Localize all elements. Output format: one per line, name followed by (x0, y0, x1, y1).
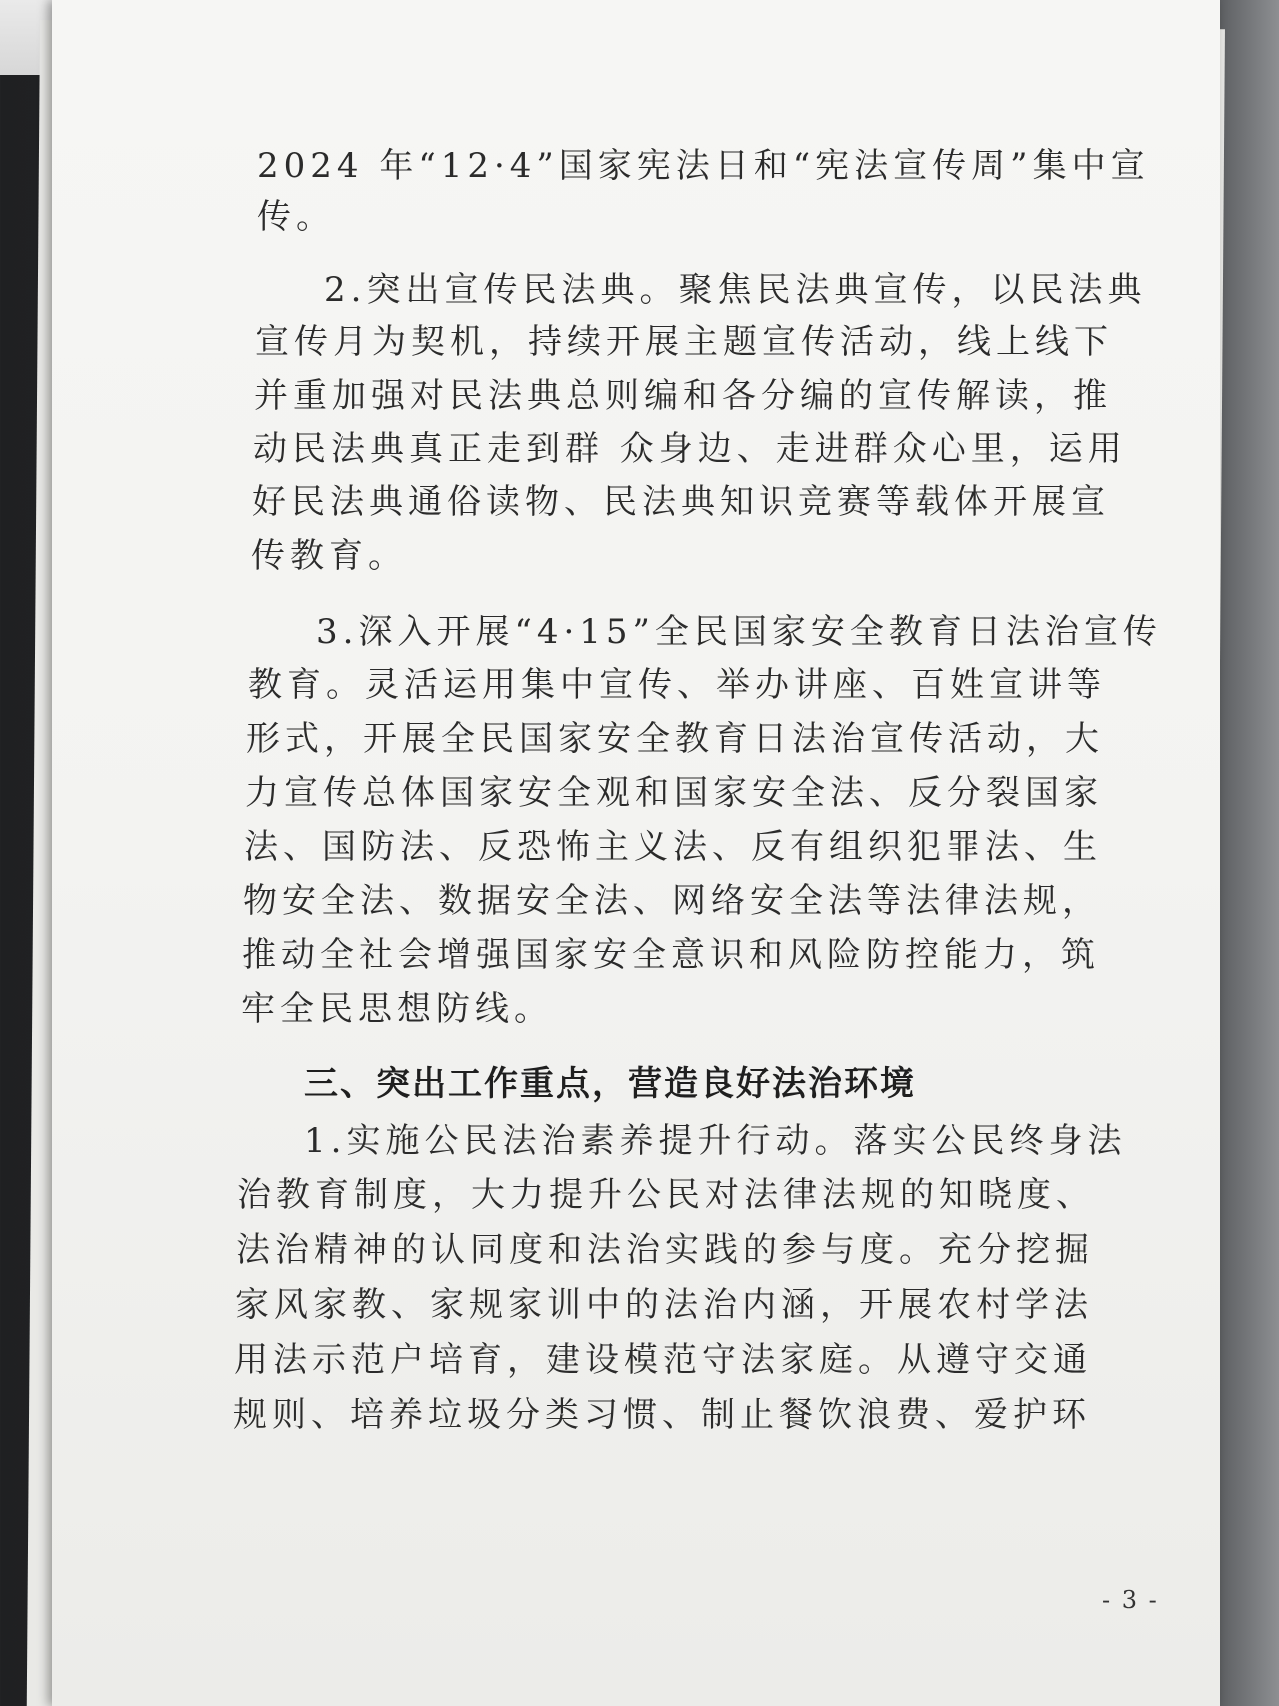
text-line-22: 用法示范户培育，建设模范守法家庭。从遵守交通 (234, 1340, 1092, 1380)
text-line-3: 2.突出宣传民法典。聚焦民法典宣传，以民法典 (324, 270, 1147, 310)
text-line-4: 宣传月为契机，持续开展主题宣传活动，线上线下 (255, 322, 1113, 362)
text-line-6: 动民法典真正走到群 众身边、走进群众心里，运用 (253, 429, 1127, 469)
text-line-12: 力宣传总体国家安全观和国家安全法、反分裂国家 (245, 773, 1103, 813)
section-heading: 三、突出工作重点，营造良好法治环境 (304, 1064, 916, 1104)
text-line-7: 好民法典通俗读物、民法典知识竞赛等载体开展宣 (252, 482, 1110, 522)
text-line-18: 1.实施公民法治素养提升行动。落实公民终身法 (304, 1121, 1127, 1161)
text-line-11: 形式，开展全民国家安全教育日法治宣传活动，大 (246, 719, 1104, 759)
text-line-10: 教育。灵活运用集中宣传、举办讲座、百姓宣讲等 (248, 665, 1106, 705)
text-line-5: 并重加强对民法典总则编和各分编的宣传解读，推 (254, 376, 1112, 416)
text-line-8: 传教育。 (251, 536, 407, 576)
text-line-16: 牢全民思想防线。 (241, 989, 553, 1029)
document-body (52, 0, 1220, 1706)
text-line-20: 法治精神的认同度和法治实践的参与度。充分挖掘 (236, 1230, 1094, 1270)
text-line-2: 传。 (257, 197, 335, 237)
text-line-21: 家风家教、家规家训中的法治内涵，开展农村学法 (235, 1285, 1093, 1325)
text-line-19: 治教育制度，大力提升公民对法律法规的知晓度、 (237, 1175, 1095, 1215)
text-line-13: 法、国防法、反恐怖主义法、反有组织犯罪法、生 (244, 827, 1102, 867)
document-page (52, 0, 1220, 1706)
text-line-1: 2024 年“12·4”国家宪法日和“宪法宣传周”集中宣 (257, 146, 1150, 186)
text-line-15: 推动全社会增强国家安全意识和风险防控能力，筑 (242, 935, 1100, 975)
text-line-14: 物安全法、数据安全法、网络安全法等法律法规， (243, 881, 1101, 921)
text-line-23: 规则、培养垃圾分类习惯、制止餐饮浪费、爱护环 (233, 1395, 1091, 1435)
page-number: - 3 - (1102, 1586, 1159, 1614)
text-line-9: 3.深入开展“4·15”全民国家安全教育日法治宣传 (316, 612, 1162, 652)
